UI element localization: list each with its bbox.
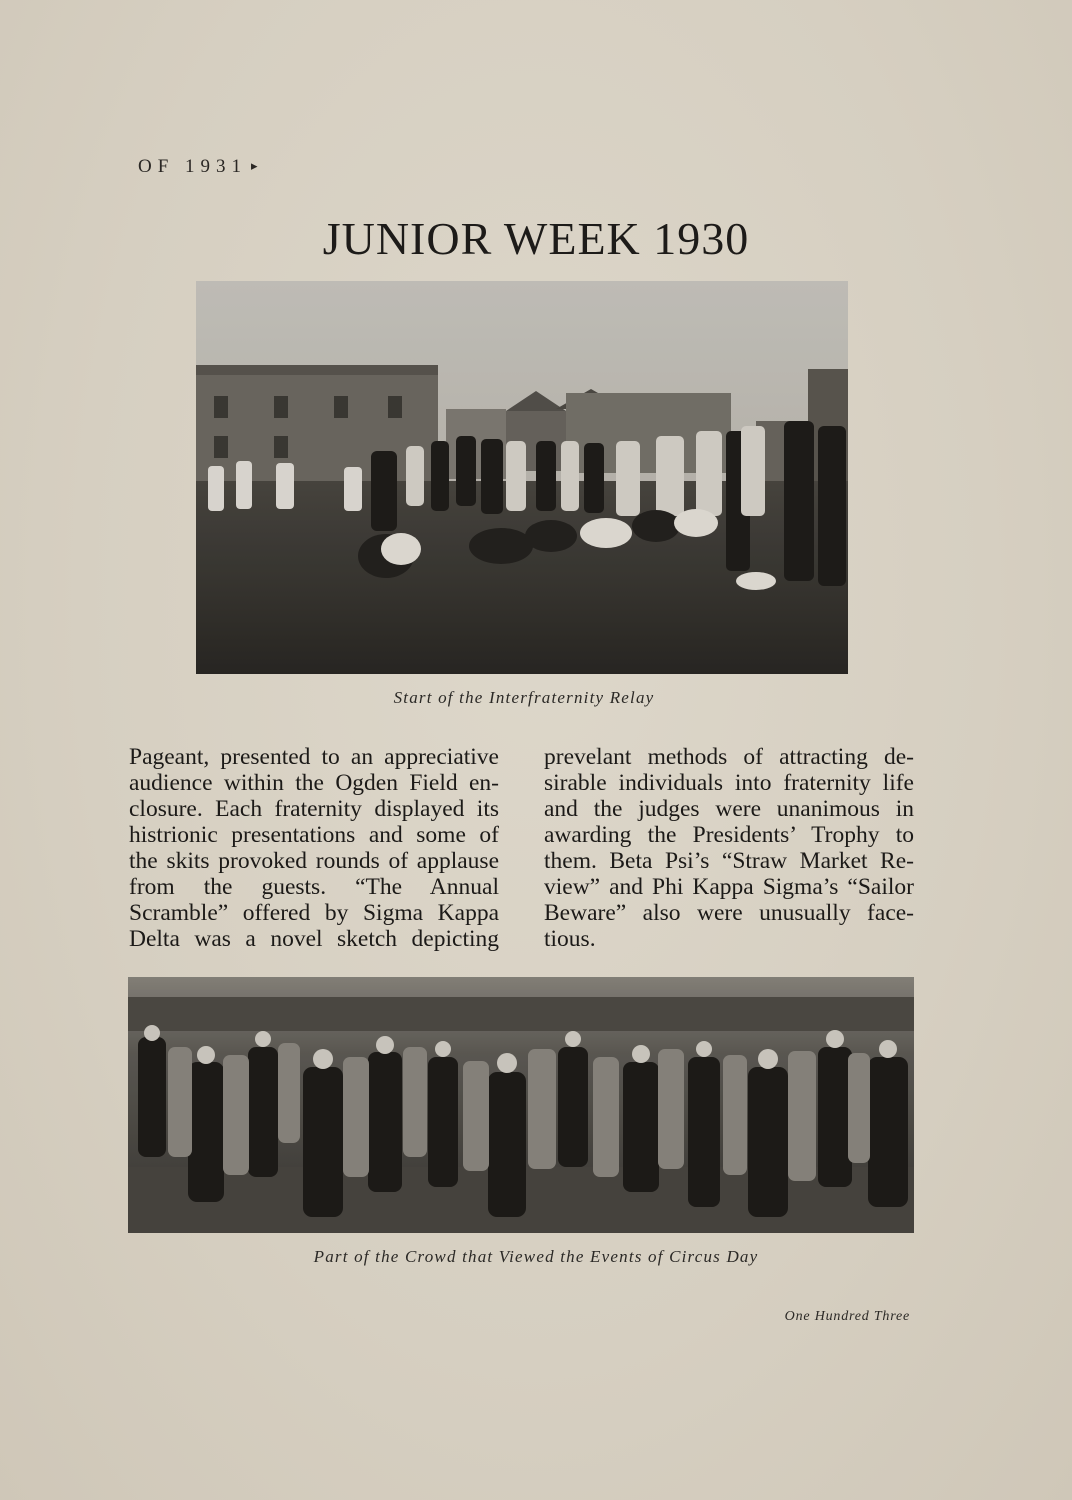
arrow-icon: ▸ <box>251 158 258 173</box>
running-head <box>138 156 258 178</box>
text-line: audience within the Ogden Field en- <box>129 770 499 796</box>
text-line: Pageant, presented to an appreciative <box>129 744 499 770</box>
text-line: prevelant methods of attracting de- <box>544 744 914 770</box>
body-column-right <box>544 744 914 952</box>
text-line: view” and Phi Kappa Sigma’s “Sailor <box>544 874 914 900</box>
relay-photo-image <box>196 281 848 674</box>
relay-photo <box>196 281 848 674</box>
text-line: Beware” also were unusually face- <box>544 900 914 926</box>
text-line: histrionic presentations and some of <box>129 822 499 848</box>
text-line: closure. Each fraternity displayed its <box>129 796 499 822</box>
running-head-text: OF 1931 <box>138 156 248 177</box>
text-line: from the guests. “The Annual <box>129 874 499 900</box>
crowd-photo-caption: Part of the Crowd that Viewed the Events of Circus Day <box>313 1247 759 1266</box>
text-line: and the judges were unanimous in <box>544 796 914 822</box>
page-number: One Hundred Three <box>784 1309 910 1324</box>
text-line: awarding the Presidents’ Trophy to <box>544 822 914 848</box>
text-line: them. Beta Psi’s “Straw Market Re- <box>544 848 914 874</box>
text-line: tious. <box>544 926 596 952</box>
body-column-left <box>129 744 499 952</box>
text-line: the skits provoked rounds of applause <box>129 848 499 874</box>
crowd-photo-image <box>128 977 914 1233</box>
text-line: Scramble” offered by Sigma Kappa <box>129 900 499 926</box>
text-line: Delta was a novel sketch depicting <box>129 926 499 952</box>
page-title: JUNIOR WEEK 1930 <box>322 213 750 264</box>
relay-photo-caption: Start of the Interfraternity Relay <box>393 688 655 707</box>
text-line: sirable individuals into fraternity life <box>544 770 914 796</box>
crowd-photo <box>128 977 914 1233</box>
